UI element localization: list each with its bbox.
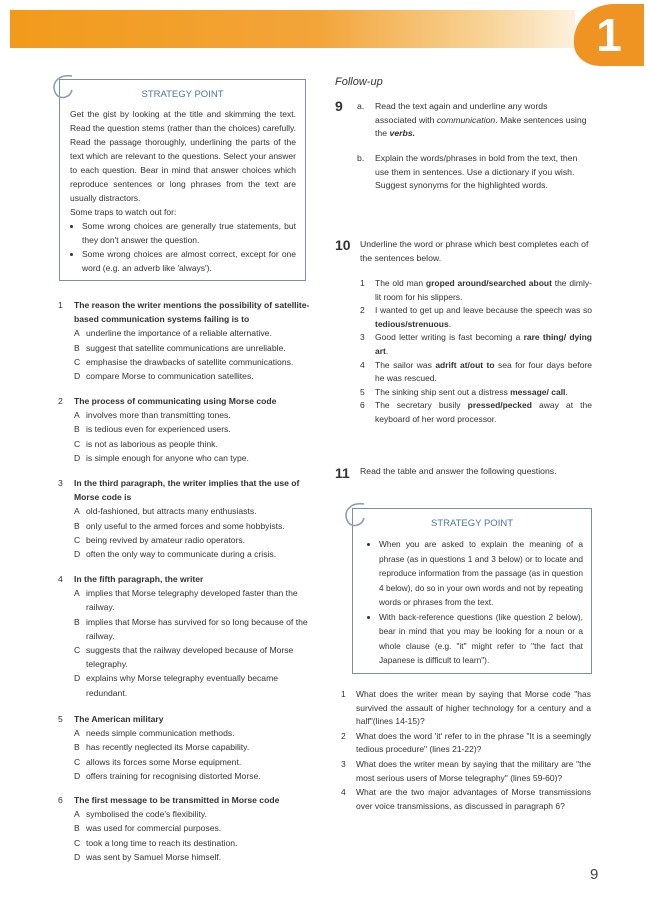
strategy-title: STRATEGY POINT xyxy=(431,518,513,529)
strategy-bullets xyxy=(70,219,296,275)
strategy-bullet: • When you are asked to explain the meaning of a phrase (as in questions 1 and 3 below) or to locate and reproduce information from the passage (as in question 4 below), do so in your own words and not by repeating words or phrases from the text. xyxy=(379,537,583,610)
strategy-body xyxy=(361,537,583,668)
question-number: 4 xyxy=(58,574,63,584)
chapter-tab xyxy=(574,4,644,66)
question-4 xyxy=(58,572,310,700)
option[interactable]: D is simple enough for anyone who can type. xyxy=(74,452,249,463)
option[interactable]: B implies that Morse has survived for so long because of the railway. xyxy=(74,616,308,641)
option[interactable]: A old-fashioned, but attracts many enthusiasts. xyxy=(74,506,257,517)
exercise-9b: b. Explain the words/phrases in bold from the text, then use them in sentences. Use a dictionary if you wish. Suggest synonyms for the highlighted words. xyxy=(357,153,578,191)
strategy-body xyxy=(70,107,296,275)
option[interactable]: B was used for commercial purposes. xyxy=(74,823,222,834)
exercise-11-questions xyxy=(341,688,591,813)
question-stem: In the third paragraph, the writer implies that the use of Morse code is xyxy=(74,478,300,503)
option[interactable]: D was sent by Samuel Morse himself. xyxy=(74,851,222,862)
strategy-box-right xyxy=(352,508,592,674)
question-5 xyxy=(58,712,310,783)
page-number: 9 xyxy=(590,866,599,883)
option[interactable]: D often the only way to communicate during a crisis. xyxy=(74,549,277,560)
exercise-11-instruction: Read the table and answer the following questions. xyxy=(360,466,557,476)
strategy-bullets xyxy=(361,537,583,668)
list-item[interactable]: 4 The sailor was adrift at/out to sea for four days before he was rescued. xyxy=(360,359,592,384)
question-2 xyxy=(58,394,310,465)
strategy-bullet: • With back-reference questions (like question 2 below), bear in mind that you may be looking for a noun or a whole clause (e.g. "it" might refer to "the fact that Japanese is difficult to learn"). xyxy=(379,610,583,668)
exercise-9a: a. Read the text again and underline any words associated with communication. Make sentences using the verbs. xyxy=(357,101,587,139)
exercise-10-instruction: Underline the word or phrase which best completes each of the sentences below. xyxy=(360,239,589,263)
strategy-paragraph: Get the gist by looking at the title and skimming the text. Read the question stems (rather than the choices) carefully. Read the passage thoroughly, underlining the parts of the text which are relevant to the questions. Select your answer to each question. Bear in mind that answer choices which reproduce sentences or long phrases from the text are usually distractors. xyxy=(70,109,296,203)
question-stem: The first message to be transmitted in Morse code xyxy=(74,795,280,805)
option[interactable]: C suggests that the railway developed because of Morse telegraphy. xyxy=(74,645,294,670)
list-item[interactable]: 6 The secretary busily pressed/pecked away at the keyboard of her word processor. xyxy=(360,400,592,424)
question-stem: The reason the writer mentions the possibility of satellite-based communication systems failing is to xyxy=(74,300,310,325)
exercise-9-number: 9 xyxy=(335,98,343,114)
strategy-bullet: • Some wrong choices are almost correct, except for one word (e.g. an adverb like 'always'). xyxy=(82,247,296,275)
list-item[interactable]: 3 Good letter writing is fast becoming a rare thing/ dying art. xyxy=(360,332,592,356)
strategy-bullet: • Some wrong choices are generally true statements, but they don't answer the question. xyxy=(82,219,296,247)
option[interactable]: B suggest that satellite communications are unreliable. xyxy=(74,342,286,353)
list-item[interactable]: 1 What does the writer mean by saying that Morse code "has survived the assault of higher technology for a century and a half"(lines 14-15)? xyxy=(341,689,591,727)
item-label: b. xyxy=(357,153,365,163)
option[interactable]: A needs simple communication methods. xyxy=(74,728,235,739)
exercise-10-list xyxy=(360,277,592,427)
swoosh-icon xyxy=(340,500,380,536)
question-number: 6 xyxy=(58,795,63,805)
strategy-box-left xyxy=(59,79,306,281)
question-number: 3 xyxy=(58,478,63,488)
list-item[interactable]: 3 What does the writer mean by saying that the military are "the most serious users of Morse telegraphy" (lines 59-60)? xyxy=(341,758,591,783)
header-bar xyxy=(10,10,575,48)
list-item[interactable]: 1 The old man groped around/searched about the dimly-lit room for his slippers. xyxy=(360,278,592,302)
option[interactable]: D compare Morse to communication satellites. xyxy=(74,371,254,382)
option[interactable]: C took a long time to reach its destination. xyxy=(74,837,238,848)
list-item[interactable]: 2 I wanted to get up and leave because the speech was so tedious/strenuous. xyxy=(360,305,592,329)
question-number: 5 xyxy=(58,714,63,724)
list-item[interactable]: 4 What are the two major advantages of Morse transmissions over voice transmissions, as discussed in paragraph 6? xyxy=(341,787,591,811)
question-3 xyxy=(58,476,310,561)
option[interactable]: A underline the importance of a reliable alternative. xyxy=(74,328,272,339)
option[interactable]: C allows its forces some Morse equipment. xyxy=(74,756,242,767)
option[interactable]: B has recently neglected its Morse capability. xyxy=(74,742,250,753)
option[interactable]: B is tedious even for experienced users. xyxy=(74,424,231,435)
option[interactable]: C is not as laborious as people think. xyxy=(74,438,218,449)
item-label: a. xyxy=(357,101,365,111)
option[interactable]: A symbolised the code's flexibility. xyxy=(74,809,207,820)
option[interactable]: D offers training for recognising distorted Morse. xyxy=(74,770,261,781)
strategy-traps-intro: Some traps to watch out for: xyxy=(70,207,177,217)
question-number: 2 xyxy=(58,396,63,406)
option[interactable]: A implies that Morse telegraphy developed faster than the railway. xyxy=(74,588,298,613)
swoosh-icon xyxy=(48,72,88,108)
question-stem: The American military xyxy=(74,714,164,724)
exercise-11-number: 11 xyxy=(335,465,350,481)
question-6 xyxy=(58,793,310,864)
question-stem: The process of communicating using Morse code xyxy=(74,396,277,406)
question-number: 1 xyxy=(58,300,63,310)
chapter-number: 1 xyxy=(596,9,622,61)
followup-heading: Follow-up xyxy=(335,76,383,88)
option[interactable]: D explains why Morse telegraphy eventually became redundant. xyxy=(74,673,279,698)
exercise-10-number: 10 xyxy=(335,237,351,253)
option[interactable]: A involves more than transmitting tones. xyxy=(74,410,231,421)
option[interactable]: C being revived by amateur radio operators. xyxy=(74,534,246,545)
option[interactable]: B only useful to the armed forces and some hobbyists. xyxy=(74,520,285,531)
option[interactable]: C emphasise the drawbacks of satellite communications. xyxy=(74,356,294,367)
question-stem: In the fifth paragraph, the writer xyxy=(74,574,204,584)
strategy-title: STRATEGY POINT xyxy=(141,89,224,100)
list-item[interactable]: 2 What does the word 'it' refer to in the phrase "It is a seemingly tedious procedure" (lines 21-22)? xyxy=(341,730,591,755)
question-1 xyxy=(58,298,310,383)
list-item[interactable]: 5 The sinking ship sent out a distress message/ call. xyxy=(360,386,568,397)
